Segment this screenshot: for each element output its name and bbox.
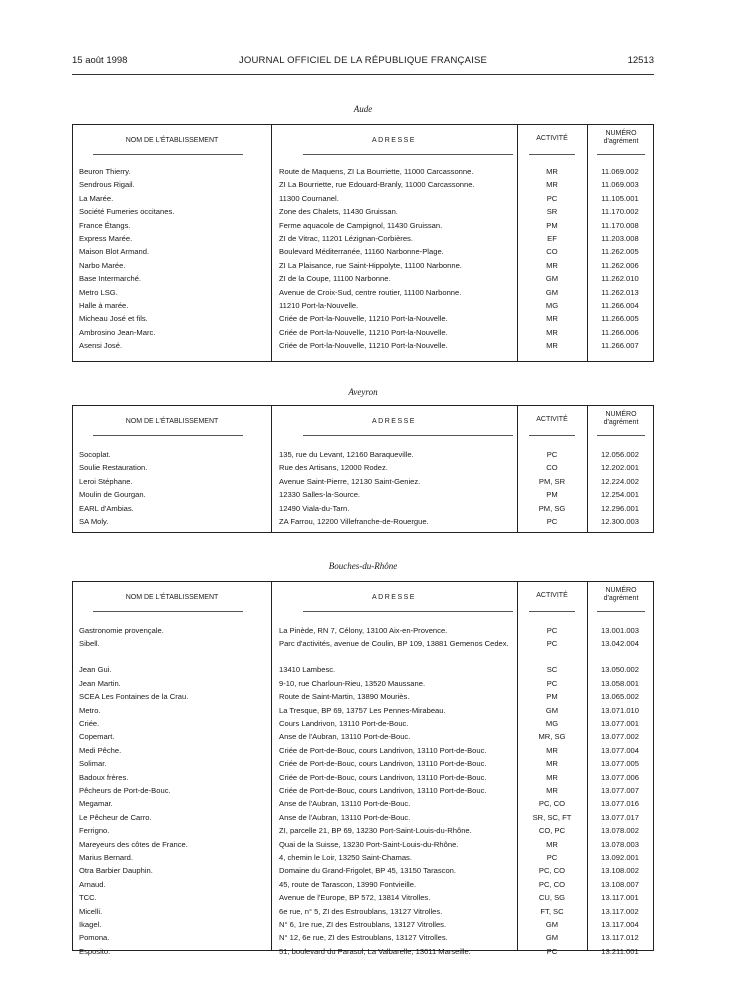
approval-number: 13.065.002 xyxy=(600,692,639,702)
table-row xyxy=(73,341,653,354)
approval-number: 13.077.004 xyxy=(600,745,639,755)
establishment-name: Pêcheurs de Port-de-Bouc. xyxy=(79,786,171,795)
activity-code: CO xyxy=(546,463,558,473)
establishment-address: Domaine du Grand-Frigolet, BP 45, 13150 Tarascon. xyxy=(279,866,457,876)
establishment-name: Sibell. xyxy=(79,639,100,649)
header-name: NOM DE L'ÉTABLISSEMENT xyxy=(125,594,219,601)
establishment-name: Express Marée. xyxy=(79,234,133,243)
table-row xyxy=(73,234,653,247)
establishment-address: Zone des Chalets, 11430 Gruissan. xyxy=(279,207,398,217)
page-header xyxy=(72,55,654,71)
establishment-name: Soulie Restauration. xyxy=(79,463,148,473)
table-header xyxy=(73,406,653,438)
approval-number: 11.105.001 xyxy=(601,193,639,203)
establishment-name: Arnaud. xyxy=(79,879,106,889)
approval-number: 13.211.001 xyxy=(601,946,639,956)
header-date: 15 août 1998 xyxy=(72,55,128,66)
approval-number: 11.262.006 xyxy=(601,260,639,270)
approval-number: 13.042.004 xyxy=(600,639,639,649)
establishment-address: Avenue Saint-Pierre, 12130 Saint-Geniez. xyxy=(279,476,421,486)
activity-code: MR xyxy=(546,772,558,782)
table-row xyxy=(73,517,653,530)
establishment-name: Badoux frères. xyxy=(79,772,129,782)
journal-title: JOURNAL OFFICIEL DE LA RÉPUBLIQUE FRANÇAISE xyxy=(238,55,488,66)
header-underline xyxy=(597,435,645,436)
establishment-name: La Marée. xyxy=(79,193,114,203)
activity-code: GM xyxy=(545,274,559,284)
approval-number: 13.117.002 xyxy=(601,906,639,916)
establishment-name: Moulin de Gourgan. xyxy=(79,490,146,500)
establishment-address: 11210 Port-la-Nouvelle. xyxy=(279,301,359,310)
table-row xyxy=(73,719,653,732)
table-row xyxy=(73,194,653,207)
approval-number: 13.117.004 xyxy=(601,920,639,929)
activity-code: SC xyxy=(546,665,558,675)
establishment-name: Jean Martin. xyxy=(79,678,121,688)
establishment-name: Sendrous Rigail. xyxy=(79,180,135,190)
header-underline xyxy=(93,154,243,155)
approval-number: 13.077.007 xyxy=(600,786,639,795)
table-row xyxy=(73,180,653,193)
establishment-address: Criée de Port-la-Nouvelle, 11210 Port-la-Nouvelle. xyxy=(279,314,448,324)
activity-code: MR xyxy=(546,839,558,849)
table-row xyxy=(73,826,653,839)
approval-number: 13.077.006 xyxy=(600,772,639,782)
header-underline xyxy=(529,154,575,155)
establishment-name: Solimar. xyxy=(79,759,107,769)
establishment-address: Route de Maquens, ZI La Bourriette, 11000 Carcassonne. xyxy=(279,167,474,176)
establishment-name: Metro LSG. xyxy=(79,287,118,297)
establishment-name: Esposito. xyxy=(79,946,111,956)
approval-number: 13.058.001 xyxy=(600,678,639,688)
activity-code: CO xyxy=(546,247,558,257)
approval-number: 11.170.002 xyxy=(601,207,639,217)
establishment-address: Rue des Artisans, 12000 Rodez. xyxy=(279,463,388,473)
header-underline xyxy=(303,435,513,436)
activity-code: PC, CO xyxy=(538,879,566,889)
establishment-address: Criée de Port-de-Bouc, cours Landrivon, 13110 Port-de-Bouc. xyxy=(279,786,487,795)
approval-number: 13.078.003 xyxy=(600,839,639,849)
establishment-name: Ikagel. xyxy=(79,920,102,929)
table-header xyxy=(73,582,653,614)
page-number: 12513 xyxy=(627,55,654,66)
establishment-name: Jean Gui. xyxy=(79,665,112,675)
approval-number: 11.170.008 xyxy=(601,220,639,230)
establishment-address: Anse de l'Aubran, 13110 Port-de-Bouc. xyxy=(279,812,411,822)
establishment-address: Parc d'activités, avenue de Coulin, BP 109, 13881 Gemenos Cedex. xyxy=(279,639,509,649)
activity-code: PC xyxy=(546,193,558,203)
approval-number: 12.300.003 xyxy=(600,517,639,526)
approval-number: 13.078.002 xyxy=(600,826,639,836)
table-row xyxy=(73,853,653,866)
activity-code: MR xyxy=(546,341,558,351)
table-row xyxy=(73,504,653,517)
establishment-address: ZI, parcelle 21, BP 69, 13230 Port-Saint-Louis-du-Rhône. xyxy=(279,826,472,836)
approval-number: 13.050.002 xyxy=(600,665,639,675)
header-underline xyxy=(529,611,575,612)
establishment-name: TCC. xyxy=(79,893,97,903)
table-row xyxy=(73,840,653,853)
table-row xyxy=(73,706,653,719)
activity-code: PC xyxy=(546,639,558,649)
header-number-line1: NUMÉRO xyxy=(605,130,637,137)
establishment-address: Avenue de l'Europe, BP 572, 13814 Vitrolles. xyxy=(279,893,431,903)
establishment-address: N° 6, 1re rue, ZI des Estroublans, 13127 Vitrolles. xyxy=(279,920,447,929)
establishment-address: 13410 Lambesc. xyxy=(279,665,336,675)
header-activity: ACTIVITÉ xyxy=(536,416,568,423)
establishment-name: France Étangs. xyxy=(79,220,131,230)
activity-code: MG xyxy=(545,719,559,728)
header-underline xyxy=(93,611,243,612)
table-row xyxy=(73,247,653,260)
header-underline xyxy=(93,435,243,436)
establishment-address: Anse de l'Aubran, 13110 Port-de-Bouc. xyxy=(279,799,411,809)
establishment-address: ZI La Plaisance, rue Saint-Hippolyte, 11100 Narbonne. xyxy=(279,260,462,270)
table-row xyxy=(73,746,653,759)
approval-number: 11.266.005 xyxy=(601,314,639,324)
establishment-name: Micheau José et fils. xyxy=(79,314,148,324)
establishment-name: Ambrosino Jean-Marc. xyxy=(79,327,156,337)
header-number-line2: d'agrément xyxy=(603,138,639,145)
approval-number: 13.077.017 xyxy=(600,812,639,822)
establishment-name: Leroi Stéphane. xyxy=(79,476,133,486)
establishment-address: 12490 Viala-du-Tarn. xyxy=(279,503,350,513)
activity-code: GM xyxy=(545,933,559,943)
header-number-line2: d'agrément xyxy=(603,595,639,602)
establishment-address: Criée de Port-la-Nouvelle, 11210 Port-la-Nouvelle. xyxy=(279,341,448,351)
header-number-line1: NUMÉRO xyxy=(605,411,637,418)
activity-code: MR xyxy=(546,759,558,769)
activity-code: PM, SR xyxy=(538,476,566,486)
establishment-address: 4, chemin le Loir, 13250 Saint-Chamas. xyxy=(279,853,412,862)
activity-code: GM xyxy=(545,920,559,929)
activity-code: CO, PC xyxy=(538,826,566,836)
establishment-name: EARL d'Ambias. xyxy=(79,503,134,513)
establishment-name: Mareyeurs des côtes de France. xyxy=(79,839,188,849)
table-row xyxy=(73,463,653,476)
establishment-name: Base Intermarché. xyxy=(79,274,142,284)
establishment-name: Otra Barbier Dauphin. xyxy=(79,866,153,876)
establishment-name: Gastronomie provençale. xyxy=(79,626,164,635)
establishment-name: Megamar. xyxy=(79,799,113,809)
activity-code: MR xyxy=(546,327,558,337)
table-row xyxy=(73,799,653,812)
establishment-name: Narbo Marée. xyxy=(79,260,126,270)
section-title: Bouches-du-Rhône xyxy=(328,561,398,571)
table-row xyxy=(73,274,653,287)
table-row xyxy=(73,490,653,503)
approval-number: 11.262.013 xyxy=(601,287,639,297)
header-activity: ACTIVITÉ xyxy=(536,135,568,142)
header-underline xyxy=(303,154,513,155)
header-number-line1: NUMÉRO xyxy=(605,587,637,594)
header-underline xyxy=(529,435,575,436)
approval-number: 11.069.003 xyxy=(601,180,639,190)
table-row xyxy=(73,732,653,745)
establishment-address: La Tresque, BP 69, 13757 Les Pennes-Mirabeau. xyxy=(279,705,446,715)
approval-number: 13.077.016 xyxy=(600,799,639,809)
approval-number: 13.108.002 xyxy=(600,866,639,876)
activity-code: GM xyxy=(545,287,559,297)
table-row xyxy=(73,477,653,490)
establishment-name: SCEA Les Fontaines de la Crau. xyxy=(79,692,189,702)
activity-code: MR xyxy=(546,260,558,270)
establishment-address: La Pinède, RN 7, Célony, 13100 Aix-en-Provence. xyxy=(279,626,448,635)
establishment-address: ZI de la Coupe, 11100 Narbonne. xyxy=(279,274,391,284)
activity-code: PC xyxy=(546,946,558,956)
table-row xyxy=(73,288,653,301)
establishment-name: Metro. xyxy=(79,705,101,715)
table-row xyxy=(73,314,653,327)
activity-code: PM xyxy=(546,220,558,230)
establishment-address: 11300 Cournanel. xyxy=(279,193,339,203)
table-row xyxy=(73,933,653,946)
establishment-address: Route de Saint-Martin, 13890 Mouriès. xyxy=(279,692,410,702)
establishments-table xyxy=(72,581,654,956)
establishment-address: 9-10, rue Charloun-Rieu, 13520 Maussane. xyxy=(279,678,426,688)
establishment-name: Beuron Thierry. xyxy=(79,167,131,176)
activity-code: MR xyxy=(546,745,558,755)
table-row xyxy=(73,907,653,920)
activity-code: MR xyxy=(546,180,558,190)
activity-code: CU, SG xyxy=(538,893,566,903)
approval-number: 11.069.002 xyxy=(601,167,639,176)
establishment-name: Copemart. xyxy=(79,732,115,742)
approval-number: 11.266.004 xyxy=(601,301,639,310)
approval-number: 12.202.001 xyxy=(600,463,639,473)
table-row xyxy=(73,920,653,933)
approval-number: 13.001.003 xyxy=(600,626,639,635)
activity-code: MR xyxy=(546,314,558,324)
activity-code: PM xyxy=(546,692,558,702)
establishment-address: ZI La Bourriette, rue Edouard-Branly, 11000 Carcassonne. xyxy=(279,180,475,190)
header-name: NOM DE L'ÉTABLISSEMENT xyxy=(125,137,219,144)
activity-code: SR, SC, FT xyxy=(532,812,572,822)
establishment-name: Pomona. xyxy=(79,933,110,943)
activity-code: MG xyxy=(545,301,559,310)
establishment-address: N° 12, 6e rue, ZI des Estroublans, 13127 Vitrolles. xyxy=(279,933,448,943)
table-row xyxy=(73,626,653,639)
establishment-name: Asensi José. xyxy=(79,341,123,351)
approval-number: 12.254.001 xyxy=(600,490,639,500)
header-rule xyxy=(72,74,654,75)
activity-code: PM xyxy=(546,490,558,500)
establishment-address: ZA Farrou, 12200 Villefranche-de-Rouergue. xyxy=(279,517,429,526)
header-activity: ACTIVITÉ xyxy=(536,592,568,599)
table-row xyxy=(73,947,653,960)
activity-code: EF xyxy=(547,234,557,243)
establishment-address: Cours Landrivon, 13110 Port-de-Bouc. xyxy=(279,719,409,728)
table-row xyxy=(73,759,653,772)
establishment-address: Anse de l'Aubran, 13110 Port-de-Bouc. xyxy=(279,732,411,742)
activity-code: GM xyxy=(545,705,559,715)
table-row xyxy=(73,450,653,463)
table-row xyxy=(73,692,653,705)
header-underline xyxy=(597,154,645,155)
approval-number: 12.224.002 xyxy=(600,476,639,486)
header-number-line2: d'agrément xyxy=(603,419,639,426)
activity-code: SR xyxy=(546,207,558,217)
approval-number: 13.077.002 xyxy=(600,732,639,742)
establishment-name: Halle à marée. xyxy=(79,301,129,310)
approval-number: 12.056.002 xyxy=(600,450,639,459)
activity-code: PC xyxy=(546,517,558,526)
establishment-address: Quai de la Suisse, 13230 Port-Saint-Louis-du-Rhône. xyxy=(279,839,459,849)
approval-number: 13.092.001 xyxy=(600,853,639,862)
establishment-address: 12330 Salles-la-Source. xyxy=(279,490,361,500)
establishment-address: 6e rue, n° 5, ZI des Estroublans, 13127 Vitrolles. xyxy=(279,906,443,916)
establishment-name: SA Moly. xyxy=(79,517,109,526)
approval-number: 13.071.010 xyxy=(600,705,639,715)
approval-number: 11.262.010 xyxy=(601,274,639,284)
approval-number: 11.262.005 xyxy=(601,247,639,257)
approval-number: 13.077.001 xyxy=(600,719,639,728)
table-row xyxy=(73,679,653,692)
table-row xyxy=(73,301,653,314)
establishment-address: 51, boulevard du Parasol, La Valbarelle, 13011 Marseille. xyxy=(279,946,471,956)
establishment-name: Maison Blot Armand. xyxy=(79,247,150,257)
establishment-name: Criée. xyxy=(79,719,100,728)
table-row xyxy=(73,665,653,678)
activity-code: MR xyxy=(546,167,558,176)
establishment-address: Criée de Port-de-Bouc, cours Landrivon, 13110 Port-de-Bouc. xyxy=(279,772,487,782)
header-address: ADRESSE xyxy=(372,418,416,425)
establishment-name: Ferrigno. xyxy=(79,826,110,836)
establishment-address: Criée de Port-de-Bouc, cours Landrivon, 13110 Port-de-Bouc. xyxy=(279,759,487,769)
table-row xyxy=(73,221,653,234)
establishment-address: 45, route de Tarascon, 13990 Fontvieille. xyxy=(279,879,417,889)
establishment-name: Socoplat. xyxy=(79,450,111,459)
establishments-table xyxy=(72,405,654,533)
table-row xyxy=(73,786,653,799)
approval-number: 13.117.012 xyxy=(601,933,639,943)
header-address: ADRESSE xyxy=(372,137,416,144)
table-row xyxy=(73,167,653,180)
approval-number: 11.266.006 xyxy=(601,327,639,337)
activity-code: PC xyxy=(546,626,558,635)
table-row xyxy=(73,639,653,665)
table-row xyxy=(73,813,653,826)
activity-code: MR, SG xyxy=(538,732,566,742)
activity-code: PM, SG xyxy=(538,503,566,513)
header-name: NOM DE L'ÉTABLISSEMENT xyxy=(125,418,219,425)
table-row xyxy=(73,866,653,879)
establishment-name: Medi Pêche. xyxy=(79,745,122,755)
establishment-address: ZI de Vitrac, 11201 Lézignan-Corbières. xyxy=(279,234,413,243)
header-address: ADRESSE xyxy=(372,594,416,601)
establishment-address: Ferme aquacole de Campignol, 11430 Gruissan. xyxy=(279,220,443,230)
table-row xyxy=(73,893,653,906)
table-row xyxy=(73,207,653,220)
activity-code: PC xyxy=(546,450,558,459)
header-underline xyxy=(597,611,645,612)
approval-number: 13.108.007 xyxy=(600,879,639,889)
activity-code: MR xyxy=(546,786,558,795)
approval-number: 12.296.001 xyxy=(600,503,639,513)
establishment-name: Le Pêcheur de Carro. xyxy=(79,812,152,822)
establishment-address: Avenue de Croix-Sud, centre routier, 11100 Narbonne. xyxy=(279,287,462,297)
approval-number: 11.266.007 xyxy=(601,341,639,351)
table-row xyxy=(73,328,653,341)
establishment-name: Micelli. xyxy=(79,906,103,916)
approval-number: 13.117.001 xyxy=(601,893,639,903)
table-row xyxy=(73,880,653,893)
activity-code: PC xyxy=(546,853,558,862)
approval-number: 11.203.008 xyxy=(601,234,639,243)
activity-code: FT, SC xyxy=(540,906,564,916)
activity-code: PC, CO xyxy=(538,866,566,876)
establishment-address: 135, rue du Levant, 12160 Baraqueville. xyxy=(279,450,414,459)
activity-code: PC, CO xyxy=(538,799,566,809)
establishment-name: Société Fumeries occitanes. xyxy=(79,207,175,217)
establishments-table xyxy=(72,124,654,362)
table-row xyxy=(73,261,653,274)
section-title: Aude xyxy=(353,104,373,114)
establishment-address: Criée de Port-la-Nouvelle, 11210 Port-la-Nouvelle. xyxy=(279,327,448,337)
establishment-address: Criée de Port-de-Bouc, cours Landrivon, 13110 Port-de-Bouc. xyxy=(279,745,487,755)
table-header xyxy=(73,125,653,157)
establishment-address: Boulevard Méditerranée, 11160 Narbonne-Plage. xyxy=(279,247,444,257)
table-row xyxy=(73,773,653,786)
activity-code: PC xyxy=(546,678,558,688)
header-underline xyxy=(303,611,513,612)
approval-number: 13.077.005 xyxy=(600,759,639,769)
section-title: Aveyron xyxy=(348,387,378,397)
establishment-name: Marius Bernard. xyxy=(79,853,134,862)
